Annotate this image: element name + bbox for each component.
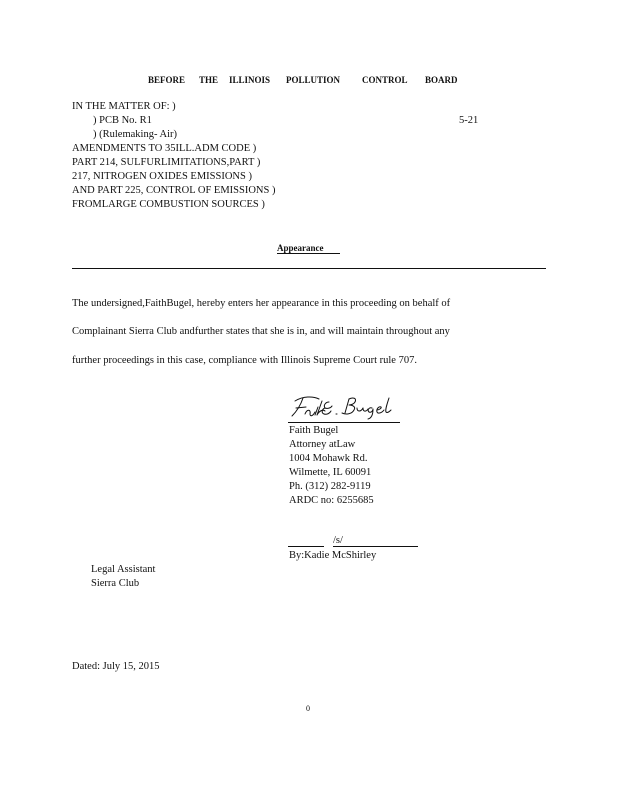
handwritten-signature	[289, 392, 407, 422]
attorney-name: Faith Bugel	[289, 425, 339, 436]
header-word-pollution: POLLUTION	[286, 75, 341, 85]
header-word-board: BOARD	[425, 75, 458, 85]
assistant-role: Legal Assistant	[91, 564, 156, 575]
horizontal-rule	[72, 268, 546, 269]
slash-sig-line-left	[288, 546, 324, 547]
caption-line-6: 217, NITROGEN OXIDES EMISSIONS )	[72, 171, 252, 182]
appearance-title: Appearance	[277, 243, 324, 253]
caption-line-4: AMENDMENTS TO 35ILL.ADM CODE )	[72, 143, 257, 154]
slash-sig-line-right	[333, 546, 418, 547]
header-word-before: BEFORE	[148, 75, 186, 85]
caption-docket-suffix: 5-21	[459, 115, 479, 126]
header-word-control: CONTROL	[362, 75, 408, 85]
attorney-phone: Ph. (312) 282-9119	[289, 481, 371, 492]
caption-line-2: ) PCB No. R1	[93, 115, 152, 126]
attorney-title: Attorney atLaw	[289, 439, 356, 450]
paragraph-line-1: The undersigned,FaithBugel, hereby enters her appearance in this proceeding on behalf of	[72, 298, 451, 309]
caption-line-1: IN THE MATTER OF: )	[72, 101, 176, 112]
caption-line-8: FROMLARGE COMBUSTION SOURCES )	[72, 199, 265, 210]
assistant-org: Sierra Club	[91, 578, 140, 589]
paragraph-line-3: further proceedings in this case, compliance with Illinois Supreme Court rule 707.	[72, 355, 417, 366]
caption-line-7: AND PART 225, CONTROL OF EMISSIONS )	[72, 185, 276, 196]
paragraph-line-2: Complainant Sierra Club andfurther states that she is in, and will maintain throughout any	[72, 326, 450, 337]
dated-line: Dated: July 15, 2015	[72, 661, 160, 672]
caption-line-3: ) (Rulemaking- Air)	[93, 129, 177, 140]
appearance-underline	[277, 253, 340, 254]
signature-line	[288, 422, 400, 423]
header-word-the: THE	[199, 75, 219, 85]
slash-signature: /s/	[333, 535, 343, 546]
attorney-street: 1004 Mohawk Rd.	[289, 453, 368, 464]
attorney-city: Wilmette, IL 60091	[289, 467, 372, 478]
header-word-illinois: ILLINOIS	[229, 75, 271, 85]
by-line: By:Kadie McShirley	[289, 550, 377, 561]
attorney-ardc: ARDC no: 6255685	[289, 495, 374, 506]
caption-line-5: PART 214, SULFURLIMITATIONS,PART )	[72, 157, 261, 168]
page-number: 0	[306, 704, 310, 713]
